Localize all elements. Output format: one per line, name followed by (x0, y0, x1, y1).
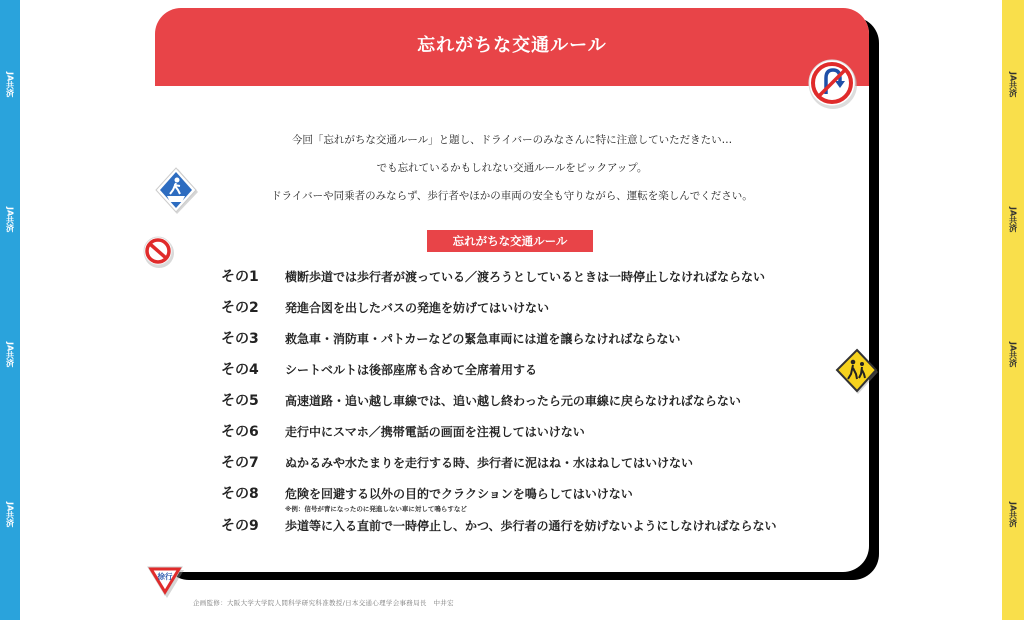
rules-card (155, 8, 869, 572)
rule-number: その7 (221, 455, 259, 471)
ja-logo-mark: JA共済 (5, 502, 15, 528)
prohibition-sign-icon (141, 234, 177, 270)
card-header (155, 8, 869, 86)
ja-logo-mark: JA共済 (1008, 207, 1018, 233)
rule-item (221, 515, 777, 535)
rule-item (221, 390, 741, 410)
rule-text: 歩道等に入る直前で一時停止し、かつ、歩行者の通行を妨げないようにしなければならない (285, 518, 777, 533)
rule-number: その9 (221, 518, 259, 534)
ja-logo-mark: JA共済 (5, 207, 15, 233)
rule-number: その1 (221, 269, 259, 285)
rule-item (221, 483, 633, 503)
left-color-strip (0, 0, 20, 620)
section-label: 忘れがちな交通ルール (427, 230, 593, 252)
rule-text: シートベルトは後部座席も含めて全席着用する (285, 362, 538, 377)
slow-sign-text: 徐行 (157, 572, 173, 581)
rule-item (221, 452, 693, 472)
rule-number: その2 (221, 300, 259, 316)
pedestrian-crossing-sign-icon (152, 166, 202, 218)
rule-text: 走行中にスマホ／携帯電話の画面を注視してはいけない (285, 424, 585, 439)
rule-text: 発進合図を出したバスの発進を妨げてはいけない (285, 300, 550, 315)
intro-line: でも忘れているかもしれない交通ルールをピックアップ。 (376, 162, 648, 174)
page-title: 忘れがちな交通ルール (417, 35, 607, 56)
intro-line: 今回「忘れがちな交通ルール」と題し、ドライバーのみなさんに特に注意していただきたい… (291, 134, 733, 146)
children-crossing-sign-icon (834, 348, 880, 396)
intro-text (155, 126, 869, 210)
rule-text: 高速道路・追い越し車線では、追い越し終わったら元の車線に戻らなければならない (285, 393, 741, 408)
rule-number: その6 (221, 424, 259, 440)
ja-logo-mark: JA共済 (5, 72, 15, 98)
rule-text: ぬかるみや水たまりを走行する時、歩行者に泥はね・水はねしてはいけない (285, 455, 694, 470)
rule-item (221, 359, 537, 379)
supervision-credit: 企画監修：大阪大学大学院人間科学研究科准教授/日本交通心理学会事務局長 中井宏 (193, 599, 454, 607)
ja-logo-mark: JA共済 (5, 342, 15, 368)
intro-line: ドライバーや同乗者のみならず、歩行者やほかの車両の安全も守りながら、運転を楽しんでください。 (271, 190, 753, 202)
no-u-turn-sign-icon (806, 56, 860, 110)
ja-logo-mark: JA共済 (1008, 72, 1018, 98)
ja-logo-mark: JA共済 (1008, 502, 1018, 528)
rule-number: その4 (221, 362, 259, 378)
right-color-strip (1002, 0, 1024, 620)
rule-text: 危険を回避する以外の目的でクラクションを鳴らしてはいけない (285, 486, 633, 501)
rule-item (221, 297, 549, 317)
rule-note: ※例：信号が青になったのに発進しない車に対して鳴らすなど (285, 505, 467, 513)
rule-item (221, 266, 765, 286)
ja-logo-mark: JA共済 (1008, 342, 1018, 368)
rule-item (221, 421, 585, 441)
rule-number: その3 (221, 331, 259, 347)
rule-number: その5 (221, 393, 259, 409)
rule-number: その8 (221, 486, 259, 502)
rule-text: 横断歩道では歩行者が渡っている／渡ろうとしているときは一時停止しなければならない (285, 269, 766, 284)
slow-down-sign-icon (146, 564, 186, 600)
rule-item (221, 328, 680, 348)
rule-text: 救急車・消防車・パトカーなどの緊急車両には道を譲らなければならない (285, 331, 681, 346)
